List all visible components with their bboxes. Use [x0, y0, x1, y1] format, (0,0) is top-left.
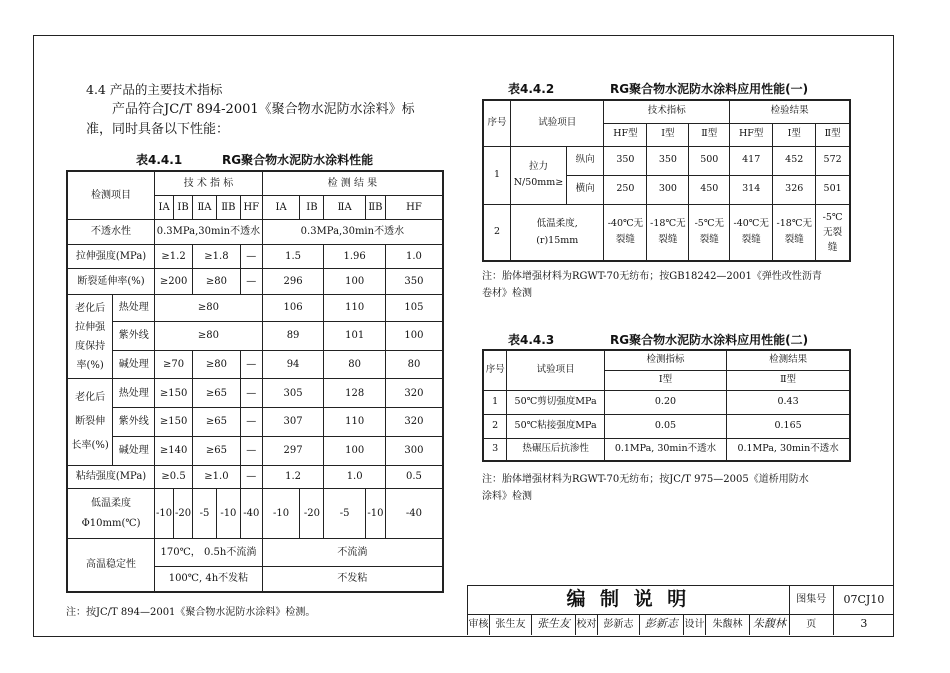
t1-sub: ⅠB [300, 196, 324, 220]
label-line: Φ10mm(℃) [81, 517, 141, 529]
t1-cell: — [240, 350, 262, 379]
t1-cell: 297 [262, 437, 324, 466]
t1-cell: — [240, 437, 262, 466]
t1-cell: 170℃， 0.5h不流淌 [155, 538, 263, 566]
t2-sub: HF型 [604, 123, 647, 146]
label-line: 拉伸强 [75, 321, 106, 333]
t1-cell: 94 [262, 350, 324, 379]
t2-cell [773, 204, 816, 261]
t3-h-result: 检测结果 [727, 350, 850, 370]
t1-cell: 296 [262, 269, 324, 295]
label-line: (r)15mm [536, 235, 579, 247]
t1-cell: 101 [324, 321, 386, 350]
t1-cell: ≥65 [193, 408, 241, 437]
t1-sub: ⅡB [365, 196, 385, 220]
t1-cell: 1.2 [262, 465, 324, 489]
t1-cell: -20 [174, 489, 193, 538]
t2-h-no: 序号 [483, 100, 511, 146]
t3-item: 50℃粘接强度MPa [507, 414, 604, 438]
table2-note [482, 268, 852, 302]
t2-cell: 250 [604, 175, 647, 204]
t1-cell: 100 [385, 321, 443, 350]
label-line: 低温柔度, [536, 218, 578, 230]
t1-cell: -10 [365, 489, 385, 538]
t1-lowtemp-label [67, 489, 155, 538]
t1-cell: -10 [155, 489, 174, 538]
section-paragraph [86, 100, 466, 140]
table2-caption: RG聚合物水泥防水涂料应用性能(一) [610, 82, 809, 96]
signature-review: 张生友 [531, 615, 575, 635]
label-line: 长率(%) [71, 440, 109, 452]
t1-cell: -5 [193, 489, 217, 538]
t1-cell: 128 [324, 379, 386, 408]
t3-cell: 0.05 [604, 414, 726, 438]
t3-sub: Ⅱ型 [727, 370, 850, 390]
t2-cell: 326 [773, 175, 816, 204]
t3-item: 50℃剪切强度MPa [507, 390, 604, 414]
t1-sub-label: 碱处理 [113, 350, 155, 379]
paragraph-line-1: 产品符合JC/T 894-2001《聚合物水泥防水涂料》标 [112, 102, 415, 117]
table3-note [482, 471, 852, 505]
t2-cell [647, 204, 689, 261]
t3-item: 热碾压后抗渗性 [507, 438, 604, 461]
t1-sub: ⅡA [324, 196, 366, 220]
t2-cell: 314 [730, 175, 773, 204]
t1-cell: -5 [324, 489, 366, 538]
t3-cell: 0.43 [727, 390, 850, 414]
t3-h-no: 序号 [483, 350, 507, 390]
t1-sub: ⅠA [155, 196, 174, 220]
atlas-number-label: 图集号 [789, 586, 833, 615]
t1-h-result: 检 测 结 果 [262, 171, 443, 196]
t3-sub: Ⅰ型 [604, 370, 726, 390]
t1-cell: — [240, 465, 262, 489]
t3-no: 1 [483, 390, 507, 414]
t1-cell: -10 [216, 489, 240, 538]
label-line: 断裂伸 [75, 416, 106, 428]
t1-cell: 0.5 [385, 465, 443, 489]
t1-sub-label: 紫外线 [113, 321, 155, 350]
t2-cell: 452 [773, 146, 816, 175]
table1-note: 注：按JC/T 894—2001《聚合物水泥防水涂料》检测。 [66, 607, 316, 618]
t1-cell: 100℃, 4h不发粘 [155, 566, 263, 592]
t1-h-tech: 技 术 指 标 [155, 171, 263, 196]
t1-row-label: 断裂延伸率(%) [67, 269, 155, 295]
cell-line: -40℃无 [607, 218, 644, 230]
title-block-title: 编 制 说 明 [468, 586, 790, 615]
t3-cell: 0.1MPa, 30min不透水 [727, 438, 850, 461]
t1-cell: 80 [385, 350, 443, 379]
t1-cell: 350 [385, 269, 443, 295]
t1-sub: ⅡA [193, 196, 217, 220]
t1-aging-elongation-label [67, 379, 113, 465]
t1-sub-label: 碱处理 [113, 437, 155, 466]
cell-line: -40℃无 [733, 218, 769, 230]
t1-sub-label: 热处理 [113, 379, 155, 408]
table3 [482, 349, 851, 462]
t1-cell: 106 [262, 295, 324, 322]
t1-sub-label: 紫外线 [113, 408, 155, 437]
t2-h-tech: 技术指标 [604, 100, 730, 123]
role-review: 审核 [468, 615, 490, 635]
t1-row-label: 粘结强度(MPa) [67, 465, 155, 489]
t1-cell: 305 [262, 379, 324, 408]
t1-cell: 0.3MPa,30min不透水 [262, 219, 443, 244]
label-line: 率(%) [76, 359, 104, 371]
t1-cell: ≥80 [155, 321, 263, 350]
signature-proofread: 彭新志 [639, 615, 683, 635]
t1-cell: ≥80 [193, 350, 241, 379]
cell-line: 无裂 [823, 226, 843, 238]
t3-cell: 0.20 [604, 390, 726, 414]
t1-cell: ≥1.0 [193, 465, 241, 489]
note-line: 涂料》检测 [482, 491, 532, 502]
t2-no: 1 [483, 146, 511, 204]
table2 [482, 99, 851, 262]
t1-cell: ≥80 [193, 269, 241, 295]
section-title: 4.4 产品的主要技术指标 [86, 82, 223, 97]
t1-cell: — [240, 379, 262, 408]
t1-cell: ≥140 [155, 437, 193, 466]
cell-line: 裂缝 [784, 234, 804, 246]
role-design: 设计 [683, 615, 705, 635]
cell-line: 缝 [827, 241, 838, 253]
t1-h-item: 检测项目 [67, 171, 155, 219]
cell-line: -18℃无 [776, 218, 812, 230]
t1-cell: ≥0.5 [155, 465, 193, 489]
name-design: 朱馥林 [706, 615, 750, 635]
table1-caption: RG聚合物水泥防水涂料性能 [222, 153, 374, 167]
cell-line: 裂缝 [615, 234, 635, 246]
t1-cell: — [240, 269, 262, 295]
t3-cell: 0.165 [727, 414, 850, 438]
t1-cell: ≥150 [155, 408, 193, 437]
t1-cell: ≥70 [155, 350, 193, 379]
label-line: 老化后 [75, 392, 106, 404]
t1-sub: HF [385, 196, 443, 220]
t2-lowtemp-label [511, 204, 604, 261]
note-line: 卷材》检测 [482, 288, 532, 299]
t1-cell: — [240, 408, 262, 437]
t1-cell: 105 [385, 295, 443, 322]
t2-cell: 350 [604, 146, 647, 175]
t2-cell: 450 [689, 175, 730, 204]
t1-cell: 1.0 [324, 465, 386, 489]
t2-dir: 横向 [566, 175, 604, 204]
signature-design: 朱馥林 [750, 615, 790, 635]
t1-cell: 1.0 [385, 244, 443, 269]
t1-cell: 不流淌 [262, 538, 443, 566]
t2-cell: 501 [816, 175, 850, 204]
note-line: 注：胎体增强材料为RGWT-70无纺布；按JC/T 975—2005《道桥用防水 [482, 474, 809, 485]
table1-number: 表4.4.1 [136, 153, 183, 167]
t1-cell: 110 [324, 295, 386, 322]
t2-cell [604, 204, 647, 261]
table1 [66, 170, 444, 593]
t1-sub: ⅠA [262, 196, 300, 220]
t1-cell: -10 [262, 489, 300, 538]
t1-cell: 80 [324, 350, 386, 379]
t1-cell: 1.5 [262, 244, 324, 269]
t1-cell: -40 [385, 489, 443, 538]
t1-cell: 320 [385, 379, 443, 408]
paragraph-line-2: 准，同时具备以下性能： [86, 122, 230, 137]
t1-row-label: 拉伸强度(MPa) [67, 244, 155, 269]
t2-sub: Ⅰ型 [647, 123, 689, 146]
t1-cell: — [240, 244, 262, 269]
t1-cell: -20 [300, 489, 324, 538]
t1-sub: HF [240, 196, 262, 220]
page-label: 页 [789, 615, 833, 635]
t3-h-item: 试验项目 [507, 350, 604, 390]
t1-cell: 320 [385, 408, 443, 437]
t1-sub: ⅠB [174, 196, 193, 220]
t1-cell: ≥150 [155, 379, 193, 408]
t2-cell: 417 [730, 146, 773, 175]
t2-cell [730, 204, 773, 261]
cell-line: -5℃ [822, 211, 843, 223]
label-line: 低温柔度 [91, 497, 132, 509]
t1-cell: ≥1.2 [155, 244, 193, 269]
t1-cell: 300 [385, 437, 443, 466]
cell-line: 裂缝 [741, 234, 761, 246]
t1-cell: 89 [262, 321, 324, 350]
t3-cell: 0.1MPa, 30min不透水 [604, 438, 726, 461]
name-proofread: 彭新志 [598, 615, 640, 635]
t3-h-tech: 检测指标 [604, 350, 726, 370]
t1-sub-label: 热处理 [113, 295, 155, 322]
name-review: 张生友 [490, 615, 532, 635]
t2-cell: 300 [647, 175, 689, 204]
t2-cell: 500 [689, 146, 730, 175]
t2-cell [689, 204, 730, 261]
t1-cell: ≥80 [155, 295, 263, 322]
t2-no: 2 [483, 204, 511, 261]
t2-tensile-label [511, 146, 567, 204]
t1-row-label: 不透水性 [67, 219, 155, 244]
role-proofread: 校对 [575, 615, 597, 635]
table2-number: 表4.4.2 [508, 82, 555, 96]
t2-cell [816, 204, 850, 261]
t1-cell: 100 [324, 269, 386, 295]
t1-cell: ≥65 [193, 437, 241, 466]
t1-cell: 不发粘 [262, 566, 443, 592]
t2-sub: Ⅱ型 [816, 123, 850, 146]
t2-sub: HF型 [730, 123, 773, 146]
t1-cell: 307 [262, 408, 324, 437]
t1-cell: ≥1.8 [193, 244, 241, 269]
cell-line: -5℃无 [694, 218, 724, 230]
t3-no: 2 [483, 414, 507, 438]
t1-sub: ⅡB [216, 196, 240, 220]
t2-h-result: 检验结果 [730, 100, 850, 123]
t1-cell: 1.96 [324, 244, 386, 269]
t1-cell: ≥65 [193, 379, 241, 408]
t3-no: 3 [483, 438, 507, 461]
t1-cell: ≥200 [155, 269, 193, 295]
t2-h-item: 试验项目 [511, 100, 604, 146]
atlas-number: 07CJ10 [833, 586, 894, 615]
t2-cell: 350 [647, 146, 689, 175]
cell-line: 裂缝 [658, 234, 678, 246]
label-line: 拉力 [528, 161, 548, 172]
t1-aging-strength-label [67, 295, 113, 379]
t1-row-label: 高温稳定性 [67, 538, 155, 592]
t2-sub: Ⅰ型 [773, 123, 816, 146]
label-line: N/50mm≥ [513, 177, 564, 188]
note-line: 注：胎体增强材料为RGWT-70无纺布；按GB18242—2001《弹性改性沥青 [482, 271, 822, 282]
t1-cell: 110 [324, 408, 386, 437]
label-line: 老化后 [75, 302, 106, 314]
cell-line: -18℃无 [650, 218, 686, 230]
table3-number: 表4.4.3 [508, 333, 555, 347]
label-line: 度保持 [75, 340, 106, 352]
t2-cell: 572 [816, 146, 850, 175]
t1-cell: -40 [240, 489, 262, 538]
title-block [467, 585, 894, 635]
t2-sub: Ⅱ型 [689, 123, 730, 146]
cell-line: 裂缝 [699, 234, 719, 246]
page-number: 3 [833, 615, 894, 635]
t2-dir: 纵向 [566, 146, 604, 175]
t1-cell: 0.3MPa,30min不透水 [155, 219, 263, 244]
t1-cell: 100 [324, 437, 386, 466]
table3-caption: RG聚合物水泥防水涂料应用性能(二) [610, 333, 809, 347]
